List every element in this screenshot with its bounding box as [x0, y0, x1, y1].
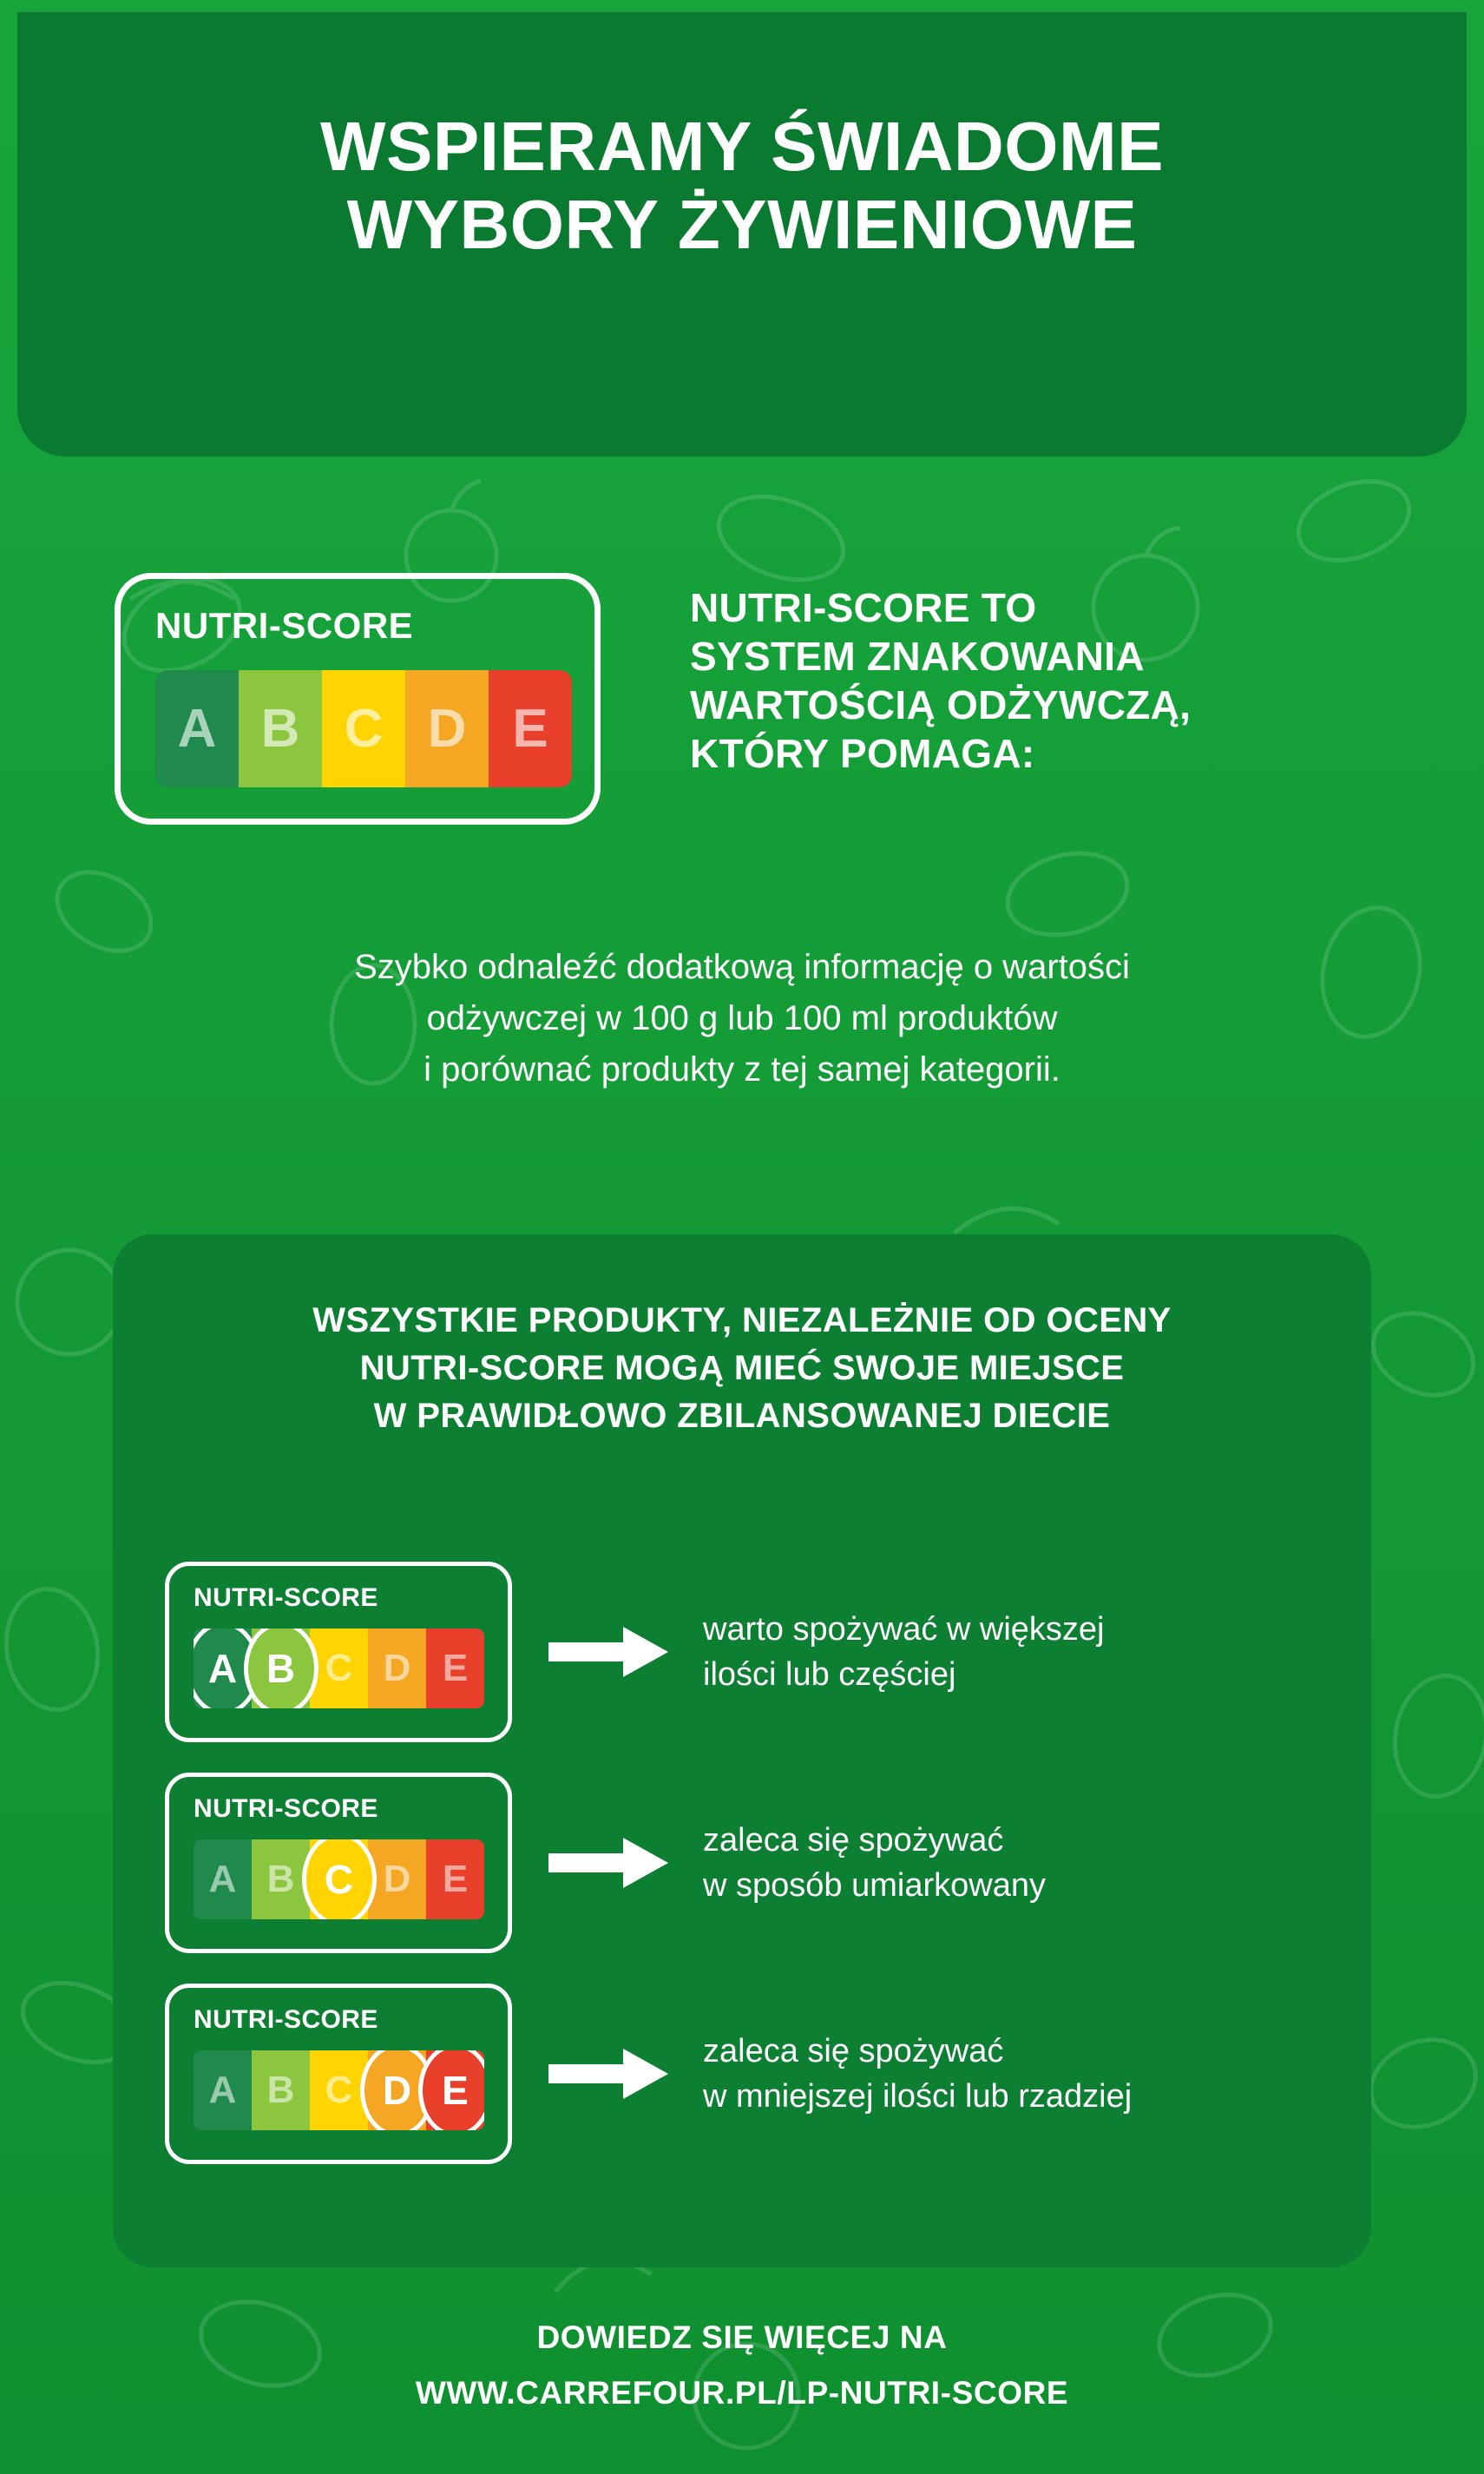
scale-cell-c: C	[310, 1628, 368, 1708]
nutriscore-scale-small	[194, 1839, 484, 1919]
list-item	[165, 1556, 1319, 1748]
card-title-line3: W PRAWIDŁOWO ZBILANSOWANEJ DIECIE	[373, 1397, 1111, 1436]
scale-cell-c-highlight: C	[302, 1839, 377, 1919]
page-title-line1: WSPIERAMY ŚWIADOME	[319, 108, 1164, 185]
scale-cell-b	[252, 1628, 310, 1708]
scale-cell-e-highlight: E	[418, 2050, 485, 2130]
intro-heading-line3: WARTOŚCIĄ ODŻYWCZĄ,	[690, 682, 1192, 728]
intro-heading-line2: SYSTEM ZNAKOWANIA	[690, 634, 1145, 680]
scale-cell-d: D	[368, 1628, 426, 1708]
nutriscore-scale-large	[155, 670, 572, 787]
lead-line1: Szybko odnaleźć dodatkową informację o wartości	[354, 948, 1130, 986]
scale-cell-d: D	[405, 670, 489, 787]
card-title-line1: WSZYSTKIE PRODUKTY, NIEZALEŻNIE OD OCENY	[312, 1301, 1172, 1339]
scale-cell-e	[426, 2050, 484, 2130]
scale-cell-b: B	[239, 670, 322, 787]
card-title	[113, 1297, 1371, 1441]
scale-cell-b: B	[252, 2050, 310, 2130]
nutriscore-label: NUTRI-SCORE	[194, 2005, 378, 2034]
lead-paragraph	[0, 942, 1484, 1096]
list-item-text-line2: w sposób umiarkowany	[703, 1867, 1046, 1904]
nutriscore-badge-c	[165, 1773, 512, 1953]
scale-cell-c: C	[322, 670, 405, 787]
scale-cell-e: E	[426, 1628, 484, 1708]
nutriscore-badge-large	[115, 573, 601, 825]
list-item	[165, 1767, 1319, 1959]
arrow-right-icon	[548, 1627, 670, 1677]
info-card	[113, 1234, 1371, 2267]
footer-url[interactable]: WWW.CARREFOUR.PL/LP-NUTRI-SCORE	[415, 2375, 1069, 2411]
arrow-right-icon	[548, 1838, 670, 1888]
scale-cell-a: A	[155, 670, 239, 787]
intro-heading-line4: KTÓRY POMAGA:	[690, 731, 1035, 777]
intro-heading	[690, 583, 1419, 778]
list-item-text	[703, 1607, 1104, 1698]
list-item	[165, 1977, 1319, 2170]
scale-cell-a-highlight: A	[194, 1628, 260, 1708]
scale-cell-d: D	[368, 1839, 426, 1919]
lead-line2: odżywczej w 100 g lub 100 ml produktów	[426, 999, 1058, 1038]
intro-section	[0, 564, 1484, 851]
page-title-line2: WYBORY ŻYWIENIOWE	[346, 186, 1138, 264]
footer-line1: DOWIEDZ SIĘ WIĘCEJ NA	[536, 2319, 948, 2355]
nutriscore-label: NUTRI-SCORE	[155, 605, 414, 646]
nutriscore-scale-small	[194, 1628, 484, 1708]
footer	[0, 2319, 1484, 2411]
scale-cell-e: E	[426, 1839, 484, 1919]
page-title	[17, 108, 1467, 265]
scale-cell-b: B	[252, 1839, 310, 1919]
list-item-text-line1: zaleca się spożywać	[703, 1821, 1004, 1859]
scale-cell-e: E	[489, 670, 572, 787]
nutriscore-label: NUTRI-SCORE	[194, 1583, 378, 1612]
header-panel	[17, 12, 1467, 457]
scale-cell-a: A	[194, 1839, 252, 1919]
list-item-text	[703, 1818, 1046, 1909]
nutriscore-badge-ab	[165, 1562, 512, 1742]
nutriscore-scale-small	[194, 2050, 484, 2130]
lead-line3: i porównać produkty z tej samej kategorii.	[424, 1050, 1060, 1089]
list-item-text-line1: zaleca się spożywać	[703, 2032, 1004, 2069]
list-item-text	[703, 2029, 1132, 2120]
list-item-text-line2: ilości lub częściej	[703, 1656, 956, 1693]
intro-heading-line1: NUTRI-SCORE TO	[690, 585, 1037, 630]
scale-cell-c: C	[310, 2050, 368, 2130]
nutriscore-badge-de	[165, 1984, 512, 2164]
arrow-right-icon	[548, 2049, 670, 2099]
list-item-text-line2: w mniejszej ilości lub rzadziej	[703, 2078, 1133, 2115]
list-item-text-line1: warto spożywać w większej	[703, 1610, 1105, 1648]
nutriscore-label: NUTRI-SCORE	[194, 1794, 378, 1823]
scale-cell-a: A	[194, 2050, 252, 2130]
scale-cell-b-highlight: B	[244, 1628, 318, 1708]
scale-cell-d-highlight: D	[360, 2050, 435, 2130]
scale-cell-c	[310, 1839, 368, 1919]
card-title-line2: NUTRI-SCORE MOGĄ MIEĆ SWOJE MIEJSCE	[359, 1349, 1125, 1388]
